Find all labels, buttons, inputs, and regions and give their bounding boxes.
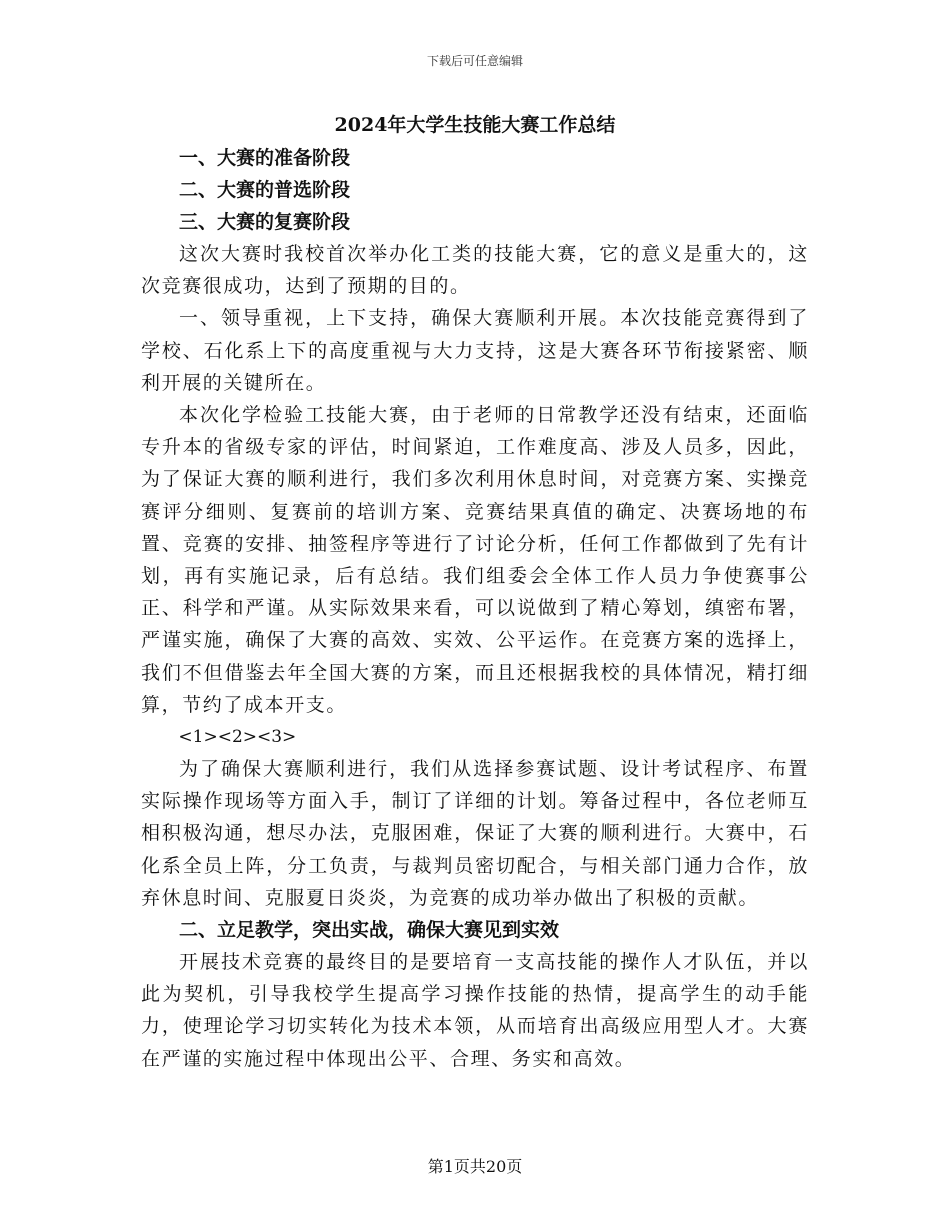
- paragraph-planning: 为了确保大赛顺利进行，我们从选择参赛试题、设计考试程序、布置实际操作现场等方面入手，制订了详细的计划。筹备过程中，各位老师互相积极沟通，想尽办法，克服困难，保证了大赛的顺利进行。大赛中，石化系全员上阵，分工负责，与裁判员密切配合，与相关部门通力合作，放弃休息时间、克服夏日炎炎，为竞赛的成功举办做出了积极的贡献。: [141, 758, 809, 909]
- document-title: 2024年大学生技能大赛工作总结: [334, 114, 616, 136]
- page-footer: 第1页共20页: [427, 1157, 523, 1176]
- heading-preparation: 一、大赛的准备阶段: [179, 147, 351, 169]
- header-note: 下载后可任意编辑: [426, 54, 523, 68]
- paragraph-organization: 本次化学检验工技能大赛，由于老师的日常教学还没有结束，还面临专升本的省级专家的评估，时间紧迫，工作难度高、涉及人员多，因此，为了保证大赛的顺利进行，我们多次利用休息时间，对竞赛方案、实操竞赛评分细则、复赛前的培训方案、竞赛结果真值的确定、决赛场地的布置、竞赛的安排、抽签程序等进行了讨论分析，任何工作都做到了先有计划，再有实施记录，后有总结。我们组委会全体工作人员力争使赛事公正、科学和严谨。从实际效果来看，可以说做到了精心筹划，缜密布署，严谨实施，确保了大赛的高效、实效、公平运作。在竞赛方案的选择上，我们不但借鉴去年全国大赛的方案，而且还根据我校的具体情况，精打细算，节约了成本开支。: [141, 404, 809, 716]
- paragraph-intro: 这次大赛时我校首次举办化工类的技能大赛，它的意义是重大的，这次竞赛很成功，达到了预期的目的。: [141, 243, 809, 298]
- heading-teaching: 二、立足教学，突出实战，确保大赛见到实效: [179, 919, 560, 942]
- heading-preliminary: 二、大赛的普选阶段: [179, 179, 351, 201]
- paragraph-goal: 开展技术竞赛的最终目的是要培育一支高技能的操作人才队伍，并以此为契机，引导我校学生提高学习操作技能的热情，提高学生的动手能力，使理论学习切实转化为技术本领，从而培育出高级应用型人才。大赛在严谨的实施过程中体现出公平、合理、务实和高效。: [141, 951, 809, 1070]
- heading-semifinal: 三、大赛的复赛阶段: [179, 211, 351, 233]
- reference-markers: <1><2><3>: [178, 727, 297, 748]
- paragraph-leadership: 一、领导重视，上下支持，确保大赛顺利开展。本次技能竞赛得到了学校、石化系上下的高度重视与大力支持，这是大赛各环节衔接紧密、顺利开展的关键所在。: [141, 307, 809, 394]
- document-body: [141, 108, 809, 1075]
